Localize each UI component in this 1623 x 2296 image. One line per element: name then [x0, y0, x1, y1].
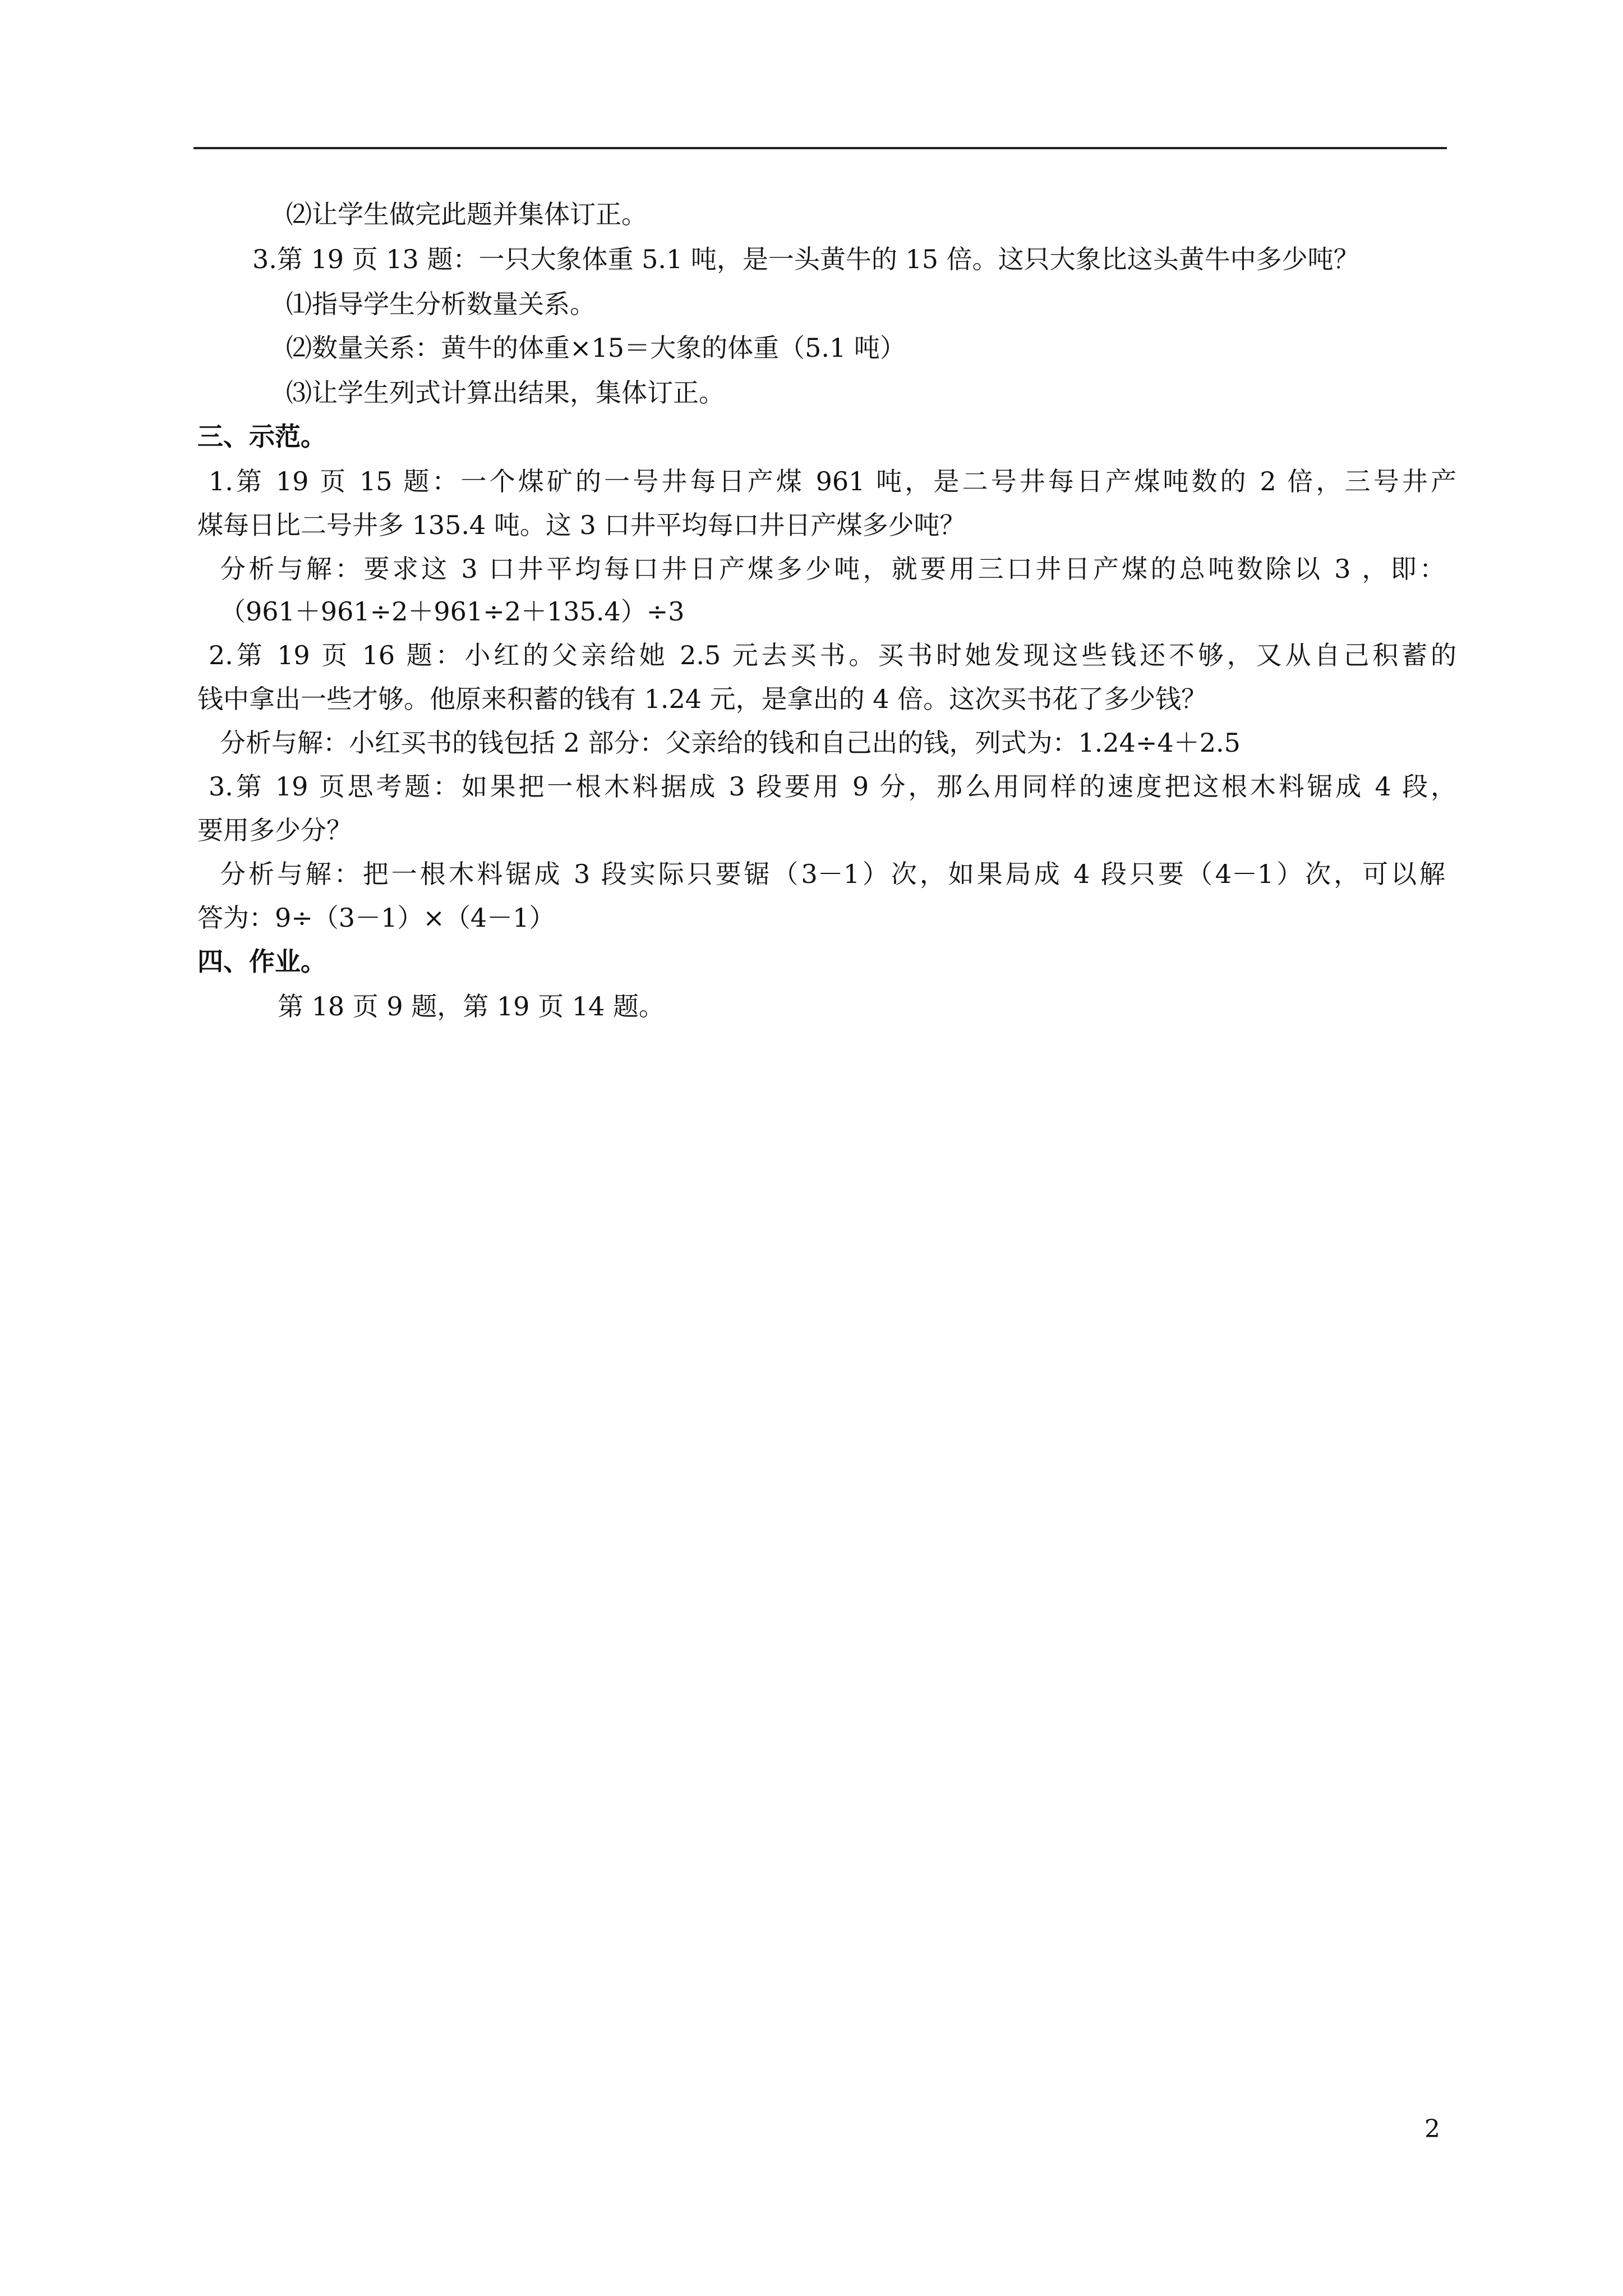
- text-line: 分析与解：把一根木料锯成 3 段实际只要锯（3－1）次，如果局成 4 段只要（4－1）次，可以解: [220, 859, 1445, 889]
- text-line: ⑶让学生列式计算出结果，集体订正。: [286, 378, 725, 408]
- text-line: 2.第 19 页 16 题：小红的父亲给她 2.5 元去买书。买书时她发现这些钱还不够，又从自己积蓄的: [209, 640, 1456, 670]
- text-line: 分析与解：小红买书的钱包括 2 部分：父亲给的钱和自己出的钱，列式为：1.24÷4＋2.5: [220, 728, 1241, 758]
- header-rule: [193, 147, 1447, 149]
- text-line: 要用多少分？: [197, 815, 352, 845]
- text-line: 1.第 19 页 15 题：一个煤矿的一号井每日产煤 961 吨，是二号井每日产煤吨数的 2 倍，三号井产: [209, 466, 1456, 496]
- section-heading: 四、作业。: [197, 946, 326, 977]
- text-line: 分析与解：要求这 3 口井平均每口井日产煤多少吨，就要用三口井日产煤的总吨数除以 3 ，即：: [220, 554, 1445, 584]
- text-line: ⑴指导学生分析数量关系。: [286, 289, 596, 319]
- text-line: 3.第 19 页 13 题：一只大象体重 5.1 吨，是一头黄牛的 15 倍。这只大象比这头黄牛中多少吨？: [252, 244, 1359, 274]
- text-line: ⑵让学生做完此题并集体订正。: [286, 199, 647, 229]
- text-line: ⑵数量关系：黄牛的体重×15＝大象的体重（5.1 吨）: [286, 333, 906, 363]
- text-line: 煤每日比二号井多 135.4 吨。这 3 口井平均每口井日产煤多少吨？: [197, 510, 966, 540]
- text-line: 钱中拿出一些才够。他原来积蓄的钱有 1.24 元，是拿出的 4 倍。这次买书花了多少钱？: [197, 684, 1207, 714]
- formula-line: 答为：9÷（3－1）×（4－1）: [197, 903, 555, 933]
- section-heading: 三、示范。: [197, 421, 326, 452]
- page-number: 2: [1424, 2115, 1440, 2143]
- text-line: 第 18 页 9 题，第 19 页 14 题。: [278, 991, 665, 1022]
- text-line: 3.第 19 页思考题：如果把一根木料据成 3 段要用 9 分，那么用同样的速度把这根木料锯成 4 段，: [209, 771, 1456, 802]
- formula-line: （961＋961÷2＋961÷2＋135.4）÷3: [220, 596, 685, 627]
